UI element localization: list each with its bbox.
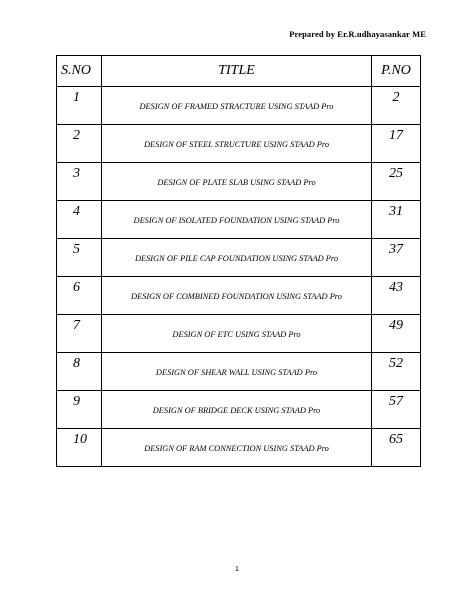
row-sno: 1: [57, 87, 102, 125]
header-title: TITLE: [102, 56, 372, 87]
row-pno: 17: [372, 125, 421, 163]
table-row: [57, 125, 421, 163]
row-sno: 2: [57, 125, 102, 163]
row-title: DESIGN OF SHEAR WALL USING STAAD Pro: [102, 353, 372, 391]
table-row: [57, 87, 421, 125]
table-row: [57, 391, 421, 429]
row-sno: 7: [57, 315, 102, 353]
table-row: [57, 353, 421, 391]
row-sno: 3: [57, 163, 102, 201]
page-number: 1: [235, 566, 239, 573]
header-pno: P.NO: [372, 56, 421, 87]
row-title: DESIGN OF ETC USING STAAD Pro: [102, 315, 372, 353]
row-pno: 2: [372, 87, 421, 125]
row-title: DESIGN OF COMBINED FOUNDATION USING STAAD Pro: [102, 277, 372, 315]
table-row: [57, 315, 421, 353]
row-pno: 31: [372, 201, 421, 239]
table-row: [57, 201, 421, 239]
row-sno: 8: [57, 353, 102, 391]
table-row: [57, 429, 421, 467]
row-title: DESIGN OF BRIDGE DECK USING STAAD Pro: [102, 391, 372, 429]
table-row: [57, 277, 421, 315]
row-title: DESIGN OF PILE CAP FOUNDATION USING STAAD Pro: [102, 239, 372, 277]
row-title: DESIGN OF FRAMED STRACTURE USING STAAD Pro: [102, 87, 372, 125]
row-pno: 52: [372, 353, 421, 391]
row-sno: 4: [57, 201, 102, 239]
row-sno: 6: [57, 277, 102, 315]
prepared-by-note: Prepared by Er.R.udhayasankar ME: [289, 29, 426, 39]
row-title: DESIGN OF STEEL STRUCTURE USING STAAD Pro: [102, 125, 372, 163]
row-pno: 25: [372, 163, 421, 201]
row-sno: 10: [57, 429, 102, 467]
contents-table: [56, 55, 421, 467]
row-pno: 49: [372, 315, 421, 353]
table-header-row: [57, 56, 421, 87]
row-sno: 5: [57, 239, 102, 277]
row-pno: 43: [372, 277, 421, 315]
row-title: DESIGN OF PLATE SLAB USING STAAD Pro: [102, 163, 372, 201]
row-title: DESIGN OF RAM CONNECTION USING STAAD Pro: [102, 429, 372, 467]
table-row: [57, 163, 421, 201]
table-row: [57, 239, 421, 277]
contents-body: [57, 87, 421, 467]
row-sno: 9: [57, 391, 102, 429]
row-pno: 65: [372, 429, 421, 467]
row-pno: 57: [372, 391, 421, 429]
row-title: DESIGN OF ISOLATED FOUNDATION USING STAAD Pro: [102, 201, 372, 239]
header-sno: S.NO: [57, 56, 102, 87]
row-pno: 37: [372, 239, 421, 277]
